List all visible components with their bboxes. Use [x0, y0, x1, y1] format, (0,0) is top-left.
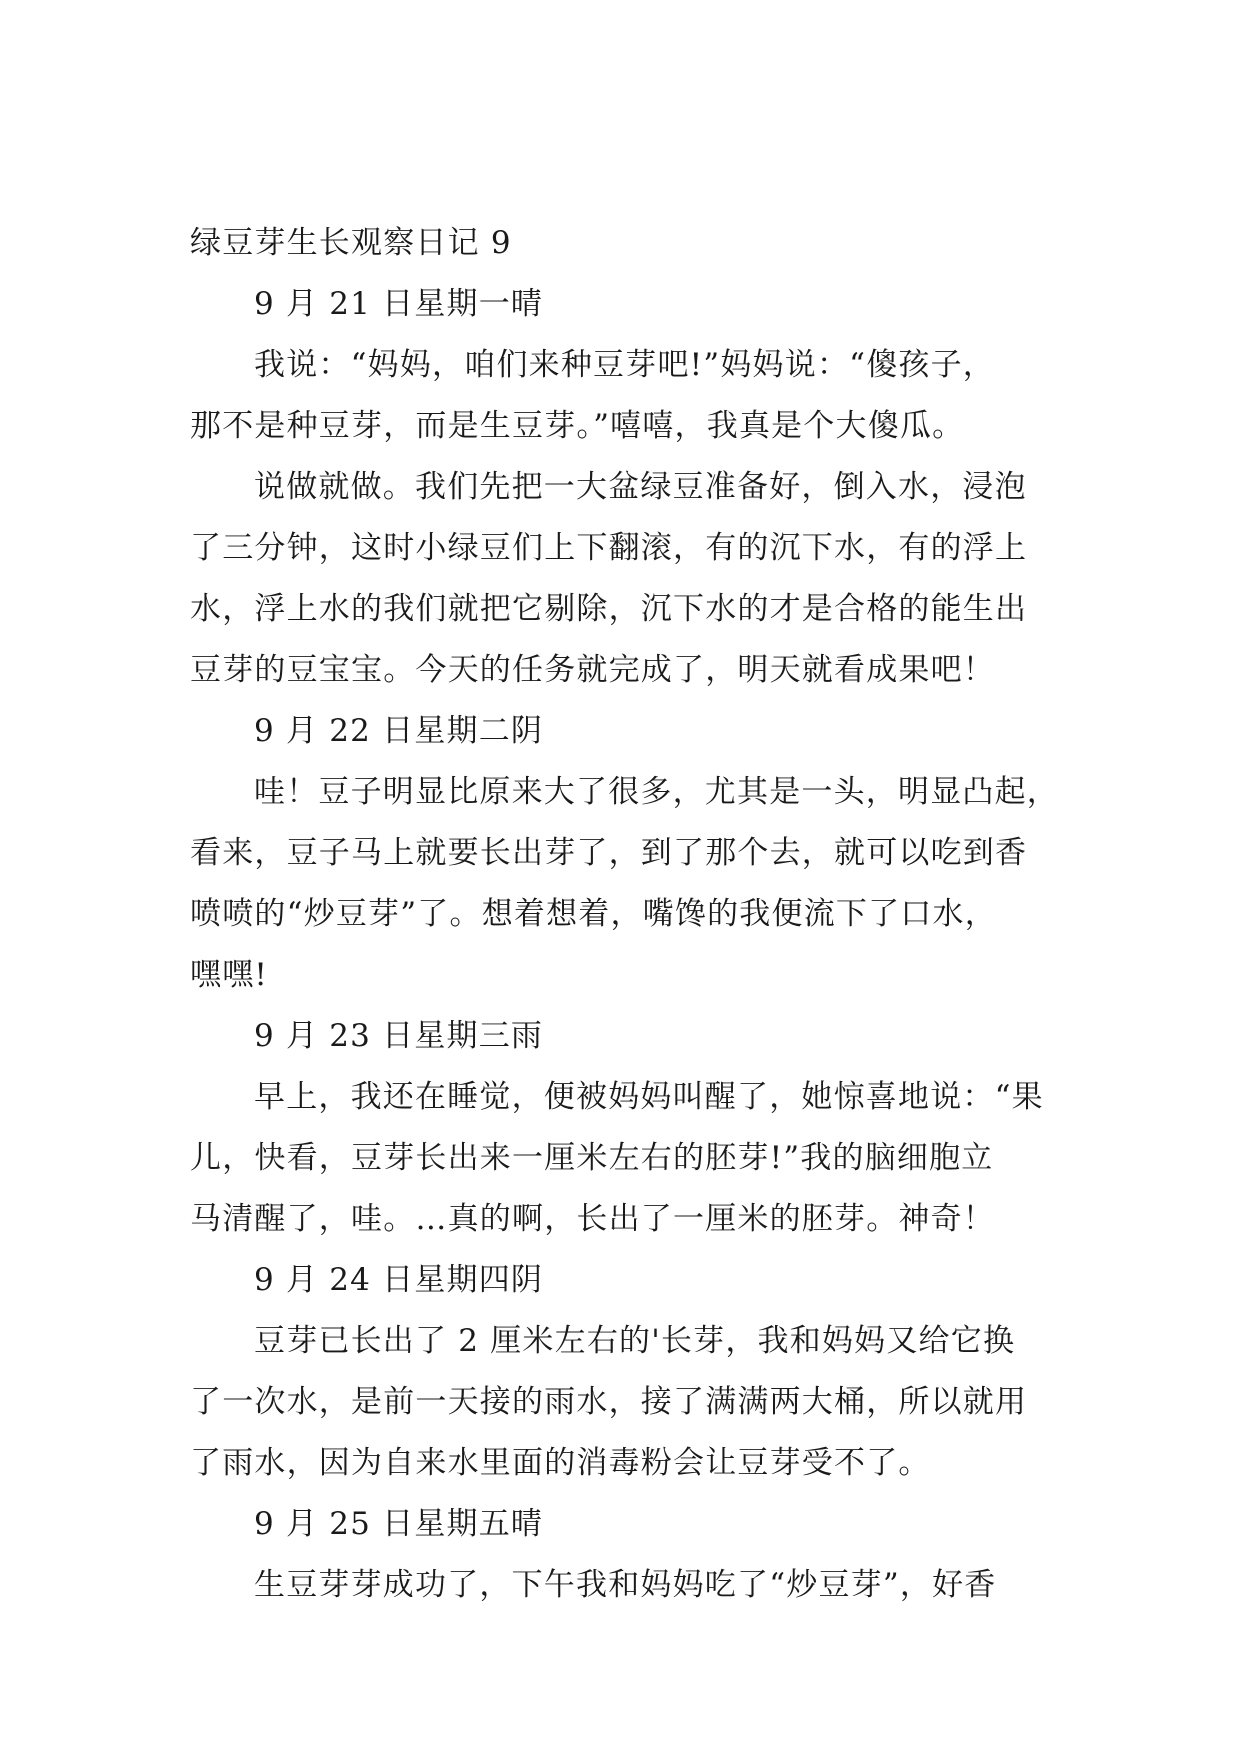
text-line: 9 月 23 日星期三雨	[254, 1018, 544, 1054]
text-line: 看来，豆子马上就要长出芽了，到了那个去，就可以吃到香	[190, 835, 1028, 871]
text-line: 嘿嘿!	[190, 957, 269, 993]
text-line: 了三分钟，这时小绿豆们上下翻滚，有的沉下水，有的浮上	[190, 530, 1028, 566]
text-line: 豆芽已长出了 2 厘米左右的'长芽，我和妈妈又给它换	[254, 1323, 1016, 1359]
text-line: 9 月 24 日星期四阴	[254, 1262, 544, 1298]
text-line: 早上，我还在睡觉，便被妈妈叫醒了，她惊喜地说：“果	[254, 1079, 1044, 1115]
text-line: 水，浮上水的我们就把它剔除，沉下水的才是合格的能生出	[190, 591, 1028, 627]
text-line: 豆芽的豆宝宝。今天的任务就完成了，明天就看成果吧！	[190, 652, 995, 688]
text-line: 了雨水，因为自来水里面的消毒粉会让豆芽受不了。	[190, 1445, 931, 1481]
text-line: 喷喷的“炒豆芽”了。想着想着，嘴馋的我便流下了口水，	[190, 896, 997, 932]
text-line: 9 月 21 日星期一晴	[254, 286, 544, 322]
text-line: 马清醒了，哇。…真的啊，长出了一厘米的胚芽。神奇！	[190, 1201, 995, 1237]
text-line: 说做就做。我们先把一大盆绿豆准备好，倒入水，浸泡	[254, 469, 1027, 505]
text-line: 那不是种豆芽，而是生豆芽。”嘻嘻，我真是个大傻瓜。	[190, 408, 965, 444]
text-line: 我说：“妈妈，咱们来种豆芽吧!”妈妈说：“傻孩子，	[254, 347, 995, 383]
document-body	[190, 213, 1060, 1616]
text-line: 9 月 22 日星期二阴	[254, 713, 544, 749]
text-line: 儿，快看，豆芽长出来一厘米左右的胚芽!”我的脑细胞立	[190, 1140, 994, 1176]
text-line: 哇！豆子明显比原来大了很多，尤其是一头，明显凸起，	[254, 774, 1059, 810]
text-line: 了一次水，是前一天接的雨水，接了满满两大桶，所以就用	[190, 1384, 1028, 1420]
document-title: 绿豆芽生长观察日记 9	[190, 225, 512, 261]
text-line: 生豆芽芽成功了，下午我和妈妈吃了“炒豆芽”，好香	[254, 1567, 997, 1603]
text-line: 9 月 25 日星期五晴	[254, 1506, 544, 1542]
diary-lines	[190, 274, 1060, 1616]
